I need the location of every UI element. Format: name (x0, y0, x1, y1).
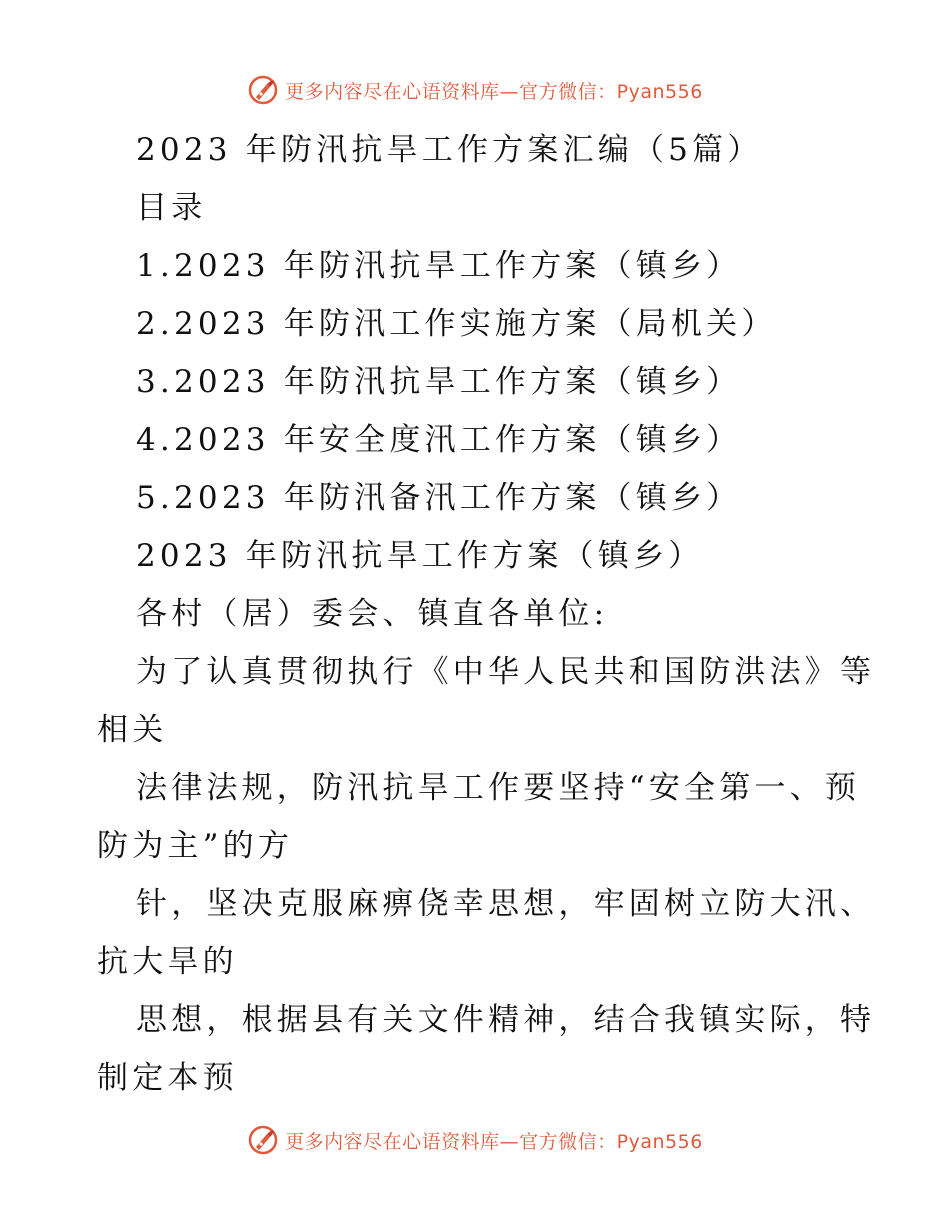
toc-item-5: 5.2023 年防汛备汛工作方案（镇乡） (136, 480, 742, 516)
toc-heading: 目录 (136, 190, 207, 226)
footer-watermark-banner (0, 1120, 950, 1160)
body-line: 抗大旱的 (97, 944, 238, 980)
salutation: 各村（居）委会、镇直各单位: (136, 596, 609, 632)
document-title: 2023 年防汛抗旱工作方案汇编（5篇） (136, 132, 763, 168)
watermark-text: 更多内容尽在心语资料库—官方微信：Pyan556 (285, 80, 703, 103)
pen-nib-logo-icon (247, 1124, 279, 1156)
body-line: 防为主”的方 (97, 828, 294, 864)
watermark-text: 更多内容尽在心语资料库—官方微信：Pyan556 (285, 1130, 703, 1153)
section-title: 2023 年防汛抗旱工作方案（镇乡） (136, 538, 704, 574)
body-line: 相关 (97, 712, 168, 748)
pen-nib-logo-icon (247, 74, 279, 106)
body-line: 法律法规，防汛抗旱工作要坚持“安全第一、预 (136, 770, 861, 806)
body-line: 思想，根据县有关文件精神，结合我镇实际，特 (136, 1002, 876, 1038)
toc-item-1: 1.2023 年防汛抗旱工作方案（镇乡） (136, 248, 742, 284)
toc-item-2: 2.2023 年防汛工作实施方案（局机关） (136, 306, 777, 342)
body-line: 为了认真贯彻执行《中华人民共和国防洪法》等 (136, 654, 876, 690)
body-line: 制定本预 (97, 1060, 238, 1096)
toc-item-3: 3.2023 年防汛抗旱工作方案（镇乡） (136, 364, 742, 400)
header-watermark-banner (0, 70, 950, 110)
body-line: 针，坚决克服麻痹侥幸思想，牢固树立防大汛、 (136, 886, 876, 922)
toc-item-4: 4.2023 年安全度汛工作方案（镇乡） (136, 422, 742, 458)
